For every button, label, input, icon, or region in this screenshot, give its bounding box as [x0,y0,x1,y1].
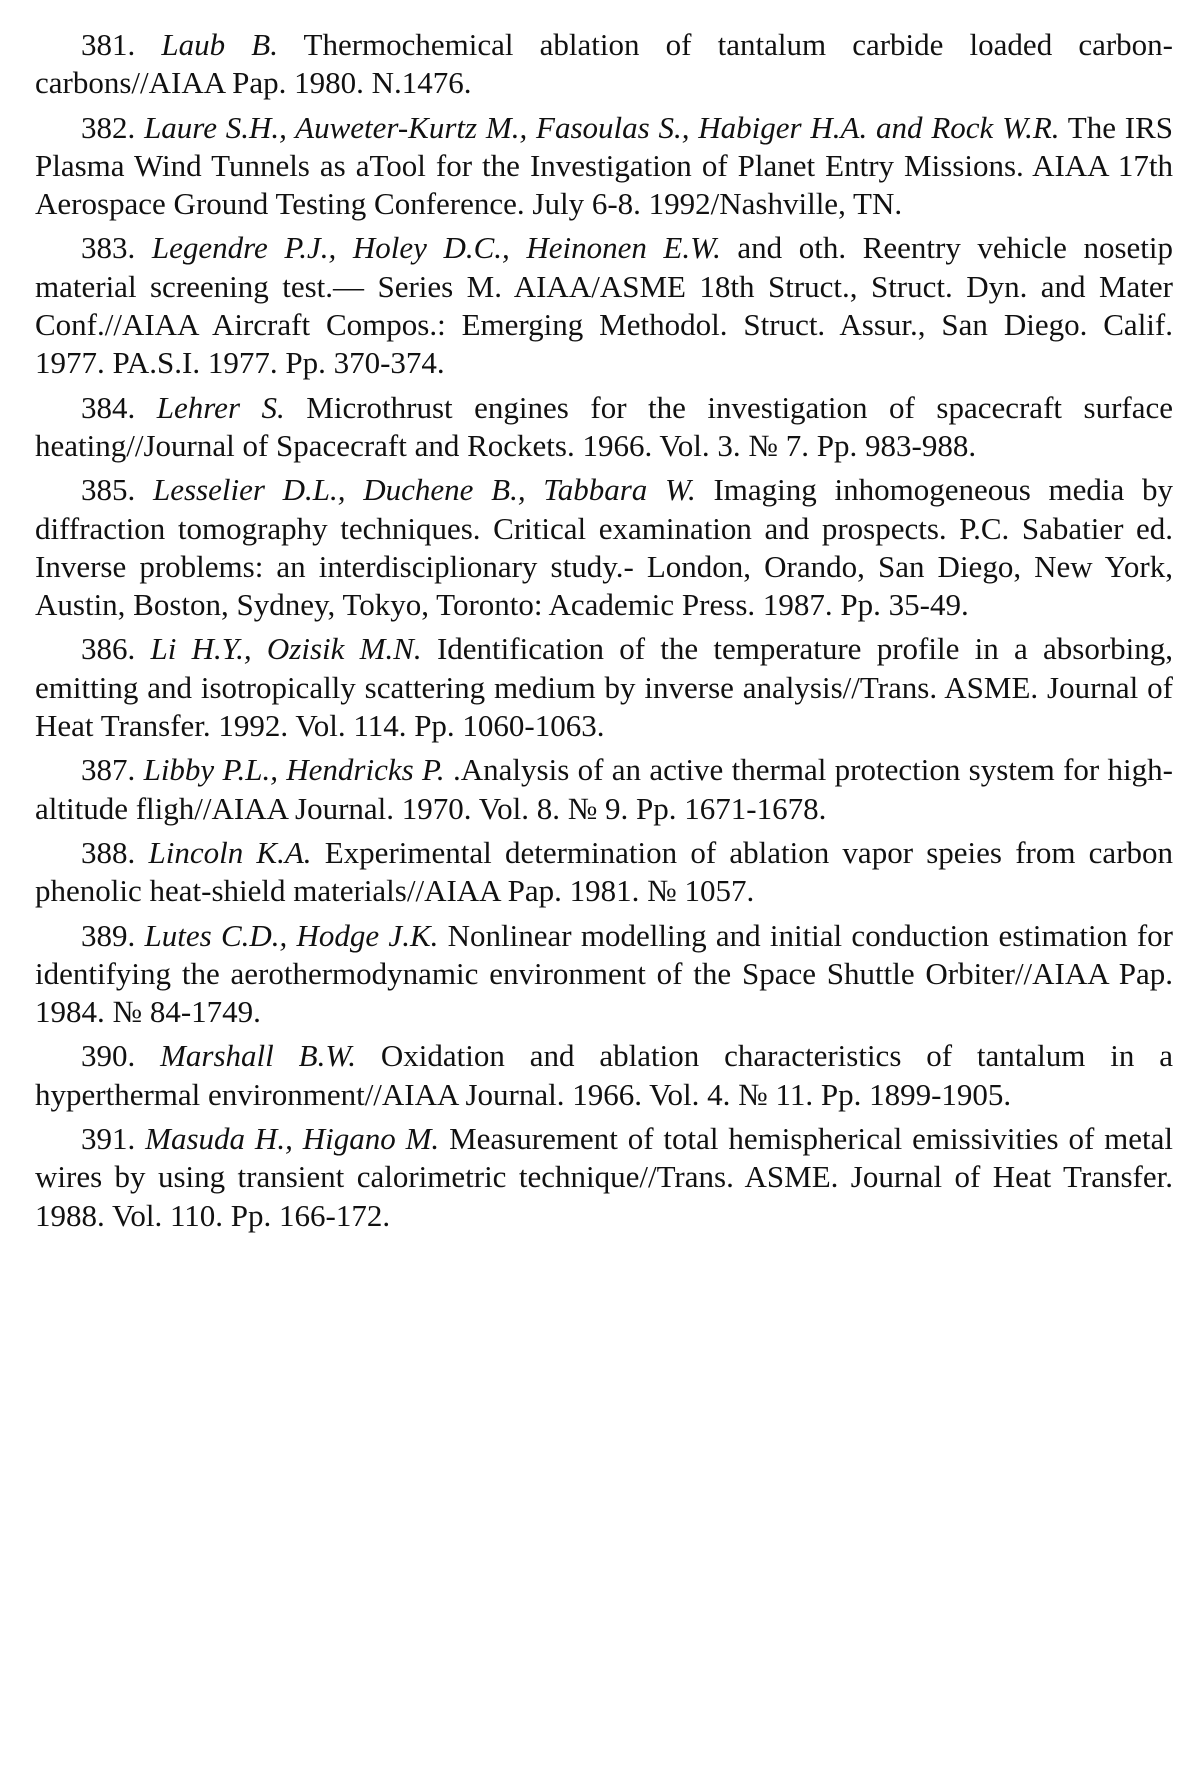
reference-text: .Analysis of an active thermal protection system for high-altitude fligh//AIAA Journal. 1970. Vol. 8. № 9. Pp. 1671-1678. [35,752,1173,826]
reference-number: 388. [81,834,136,870]
reference-entry [35,389,1173,466]
reference-number: 390. [81,1038,136,1074]
reference-text: Measurement of total hemispherical emissivities of metal wires by using transient calorimetric technique//Trans. ASME. Journal of Heat Transfer. 1988. Vol. 110. Pp. 166-172. [35,1121,1174,1233]
reference-text: The IRS Plasma Wind Tunnels as aTool for the Investigation of Planet Entry Missions. AIAA 17th Aerospace Ground Testing Conference. July 6-8. 1992/Nashville, TN. [35,109,1174,222]
reference-authors: Lutes C.D., Hodge J.K. [144,917,439,953]
reference-authors: Lesselier D.L., Duchene B., Tabbara W. [152,472,696,508]
reference-authors: Laub B. [161,27,278,62]
reference-number: 383. [81,230,136,266]
reference-authors: Li H.Y., Ozisik M.N. [150,631,422,667]
reference-list [35,26,1173,1241]
reference-text: Nonlinear modelling and initial conduction estimation for identifying the aerothermodynamic environment of the Space Shuttle Orbiter//AIAA Pap. 1984. № 84-1749. [35,917,1173,1030]
reference-entry [35,834,1173,911]
reference-number: 382. [81,109,136,145]
reference-authors: Marshall B.W. [160,1038,357,1074]
reference-authors: Lehrer S. [156,389,285,425]
reference-text: Oxidation and ablation characteristics of tantalum in a hyperthermal environment//AIAA Journal. 1966. Vol. 4. № 11. Pp. 1899-1905. [35,1038,1173,1112]
reference-number: 386. [81,631,136,667]
reference-number: 389. [81,917,136,953]
reference-entry [35,229,1173,382]
reference-entry [35,471,1173,624]
reference-entry [35,1037,1173,1114]
reference-entry [35,917,1173,1032]
reference-text: Thermochemical ablation of tantalum carbide loaded carbon-carbons//AIAA Pap. 1980. N.1476. [35,27,1173,101]
reference-number: 387. [81,752,136,788]
reference-entry [35,26,1173,103]
reference-entry [35,751,1173,828]
reference-authors: Lincoln K.A. [148,834,312,870]
reference-authors: Legendre P.J., Holey D.C., Heinonen E.W. [151,230,721,266]
reference-entry [35,1120,1173,1235]
reference-text: Identification of the temperature profile in a absorbing, emitting and isotropically scattering medium by inverse analysis//Trans. ASME. Journal of Heat Transfer. 1992. Vol. 114. Pp. 1060-1063. [35,631,1174,744]
reference-authors: Masuda H., Higano M. [145,1121,440,1157]
reference-text: Microthrust engines for the investigation of spacecraft surface heating//Journal of Spacecraft and Rockets. 1966. Vol. 3. № 7. Pp. 983-988. [35,389,1173,463]
reference-number: 381. [81,27,136,62]
reference-entry [35,630,1173,745]
reference-authors: Laure S.H., Auweter-Kurtz M., Fasoulas S., Habiger H.A. and Rock W.R. [144,109,1060,145]
reference-text: Experimental determination of ablation vapor speies from carbon phenolic heat-shield materials//AIAA Pap. 1981. № 1057. [35,834,1174,909]
reference-number: 385. [81,472,136,508]
reference-entry [35,109,1173,224]
reference-authors: Libby P.L., Hendricks P. [143,752,445,788]
reference-text: and oth. Reentry vehicle nosetip material screening test.— Series M. AIAA/ASME 18th Struct., Struct. Dyn. and Mater Conf.//AIAA Aircraft Compos.: Emerging Methodol. Struct. Assur., San Diego. Calif. 1977. PA.S.I. 1977. Pp. 370-374. [35,230,1174,381]
reference-number: 384. [81,389,136,425]
reference-text: Imaging inhomogeneous media by diffraction tomography techniques. Critical examination and prospects. P.C. Sabatier ed. Inverse problems: an interdisciplionary study.- London, Orando, San Diego, New York, Austin, Boston, Sydney, Tokyo, Toronto: Academic Press. 1987. Pp. 35-49. [35,472,1173,623]
reference-number: 391. [81,1121,136,1157]
